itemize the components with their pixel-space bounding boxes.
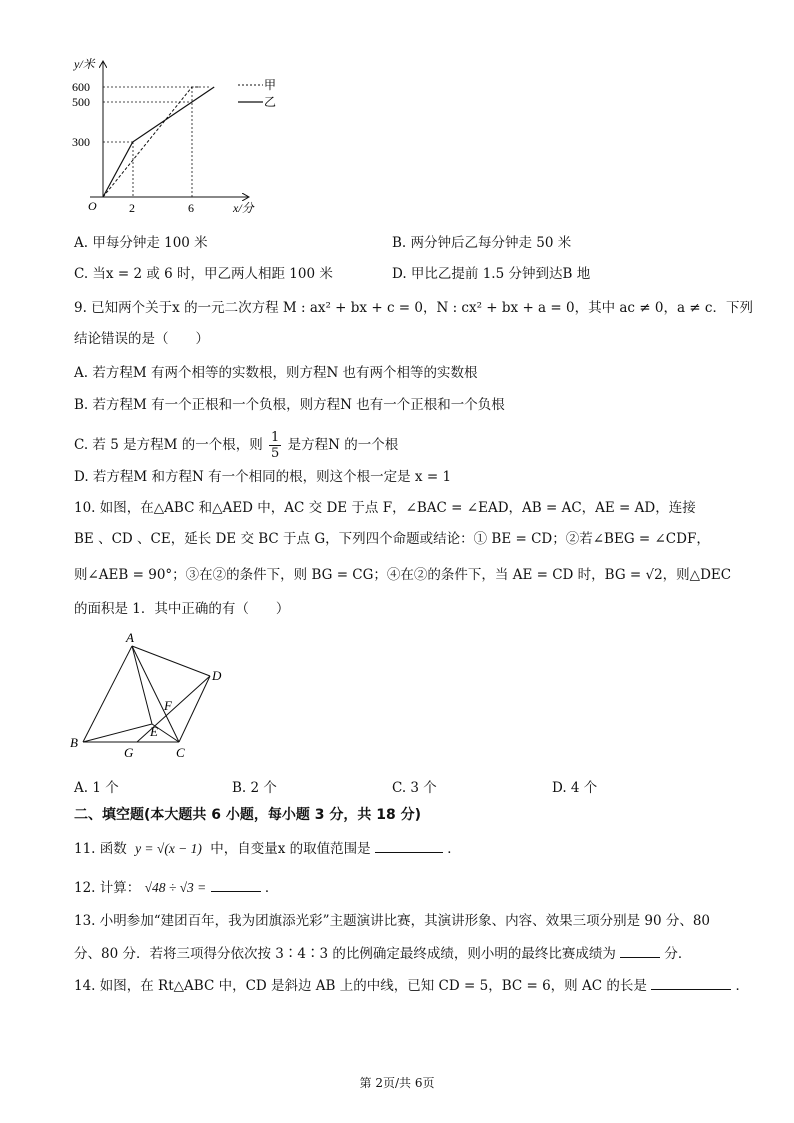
q11-answer-blank[interactable] — [375, 838, 443, 853]
q8-option-c: C. 当x = 2 或 6 时，甲乙两人相距 100 米 — [74, 266, 333, 282]
q12-answer-blank[interactable] — [211, 877, 261, 892]
q14-end: ． — [735, 978, 749, 994]
q14-pre: 14. 如图，在 Rt△ABC 中，CD 是斜边 AB 上的中线，已知 CD = 5，BC = 6，则 AC 的长是 — [74, 978, 647, 994]
point-a-label: A — [126, 630, 134, 645]
q9-option-d: D. 若方程M 和方程N 有一个相同的根，则这个根一定是 x = 1 — [74, 469, 452, 485]
q14-answer-blank[interactable] — [651, 975, 731, 990]
q13-line-2-post: 分． — [664, 946, 692, 962]
q13-answer-blank[interactable] — [620, 943, 660, 958]
point-d-label: D — [212, 668, 222, 683]
q10-line-2: BE 、CD 、CE，延长 DE 交 BC 于点 G，下列四个命题或结论：① BE = CD；②若∠BEG = ∠CDF， — [74, 531, 710, 547]
q10-option-b: B. 2 个 — [232, 780, 277, 796]
q14 — [74, 975, 749, 995]
fraction-one-fifth — [269, 430, 281, 461]
legend-label-yi: 乙 — [264, 95, 277, 109]
q11-end: ． — [447, 841, 461, 857]
q10-line-1: 10. 如图，在△ABC 和△AED 中，AC 交 DE 于点 F，∠BAC = ∠EAD，AB = AC，AE = AD，连接 — [74, 500, 696, 516]
q10-geometry-figure — [66, 628, 236, 763]
q11 — [74, 838, 461, 858]
fraction-numerator: 1 — [271, 430, 280, 445]
q10-option-a: A. 1 个 — [74, 780, 119, 796]
guide-lines — [103, 87, 210, 197]
q8-option-d: D. 甲比乙提前 1.5 分钟到达B 地 — [392, 266, 591, 282]
point-c-label: C — [176, 745, 185, 760]
q9-option-c-post: 是方程N 的一个根 — [287, 437, 399, 453]
point-b-label: B — [70, 735, 78, 750]
point-e-label: E — [150, 724, 158, 739]
q13-line-1: 13. 小明参加“建团百年，我为团旗添光彩”主题演讲比赛，其演讲形象、内容、效果三项分别是 90 分、80 — [74, 913, 711, 929]
q12-expression: √48 ÷ √3 = — [144, 880, 207, 895]
q11-post: 中，自变量x 的取值范围是 — [210, 841, 371, 857]
fraction-denominator: 5 — [271, 446, 280, 461]
page-footer: 第 2页/共 6页 — [359, 1076, 435, 1090]
q9-option-c — [74, 430, 398, 461]
q9-option-b: B. 若方程M 有一个正根和一个负根，则方程N 也有一个正根和一个负根 — [74, 397, 505, 413]
point-f-label: F — [164, 698, 172, 713]
q9-stem-line-1: 9. 已知两个关于x 的一元二次方程 M : ax² + bx + c = 0，N : cx² + bx + a = 0，其中 ac ≠ 0，a ≠ c．下列 — [74, 300, 753, 316]
legend-label-jia: 甲 — [264, 78, 277, 92]
q10-line-3: 则∠AEB = 90°；③在②的条件下，则 BG = CG；④在②的条件下，当 AE = CD 时，BG = √2，则△DEC — [74, 567, 732, 583]
q12-pre: 12. 计算： — [74, 880, 141, 896]
q9-option-c-pre: C. 若 5 是方程M 的一个根，则 — [74, 437, 263, 453]
q9-stem-line-2: 结论错误的是（ ） — [74, 331, 209, 347]
series-line-jia — [103, 87, 199, 197]
q12-end: ． — [264, 880, 279, 896]
x-tick-2: 2 — [129, 201, 135, 215]
q9-option-a: A. 若方程M 有两个相等的实数根，则方程N 也有两个相等的实数根 — [74, 365, 478, 381]
q11-expression: y = √(x − 1) — [135, 841, 202, 856]
distance-time-graph — [60, 52, 300, 222]
q13-line-2 — [74, 943, 691, 963]
origin-label: O — [88, 199, 97, 213]
section-2-heading: 二、填空题(本大题共 6 小题，每小题 3 分，共 18 分) — [74, 807, 422, 823]
y-tick-300: 300 — [72, 135, 90, 149]
y-tick-500: 500 — [72, 95, 90, 109]
point-g-label: G — [124, 745, 134, 760]
q8-option-a: A. 甲每分钟走 100 米 — [74, 235, 208, 251]
q11-pre: 11. 函数 — [74, 841, 127, 857]
x-tick-6: 6 — [188, 201, 194, 215]
x-axis-label: x/分 — [233, 201, 254, 215]
q13-line-2-pre: 分、80 分．若将三项得分依次按 3∶4∶3 的比例确定最终成绩，则小明的最终比赛成绩为 — [74, 946, 616, 962]
y-tick-600: 600 — [72, 80, 90, 94]
q10-line-4: 的面积是 1．其中正确的有（ ） — [74, 601, 290, 617]
q10-option-c: C. 3 个 — [392, 780, 437, 796]
q10-option-d: D. 4 个 — [552, 780, 598, 796]
q12 — [74, 877, 278, 897]
y-axis-label: y/米 — [74, 57, 95, 71]
q8-option-b: B. 两分钟后乙每分钟走 50 米 — [392, 235, 572, 251]
